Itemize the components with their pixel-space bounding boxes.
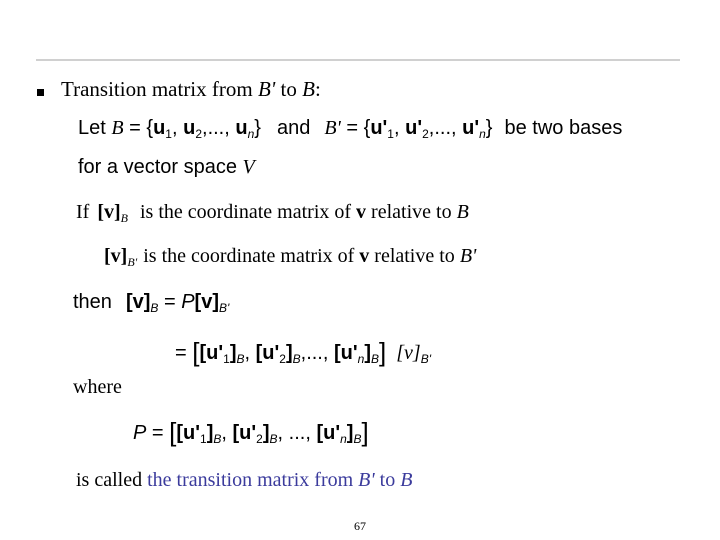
coordinate-matrix-Bprime-line: $[v]_{B'}$ is the coordinate matrix of v relative to B': [104, 245, 477, 269]
highlighted-term: the transition matrix from B' to B: [147, 469, 413, 491]
title-divider: [36, 59, 680, 61]
where-label: where: [73, 376, 122, 398]
expanded-equation: = [$[u'_1]_B$, $[u'_2]_B$,..., $[u'_n]_B$] $[v]_{B'}$: [175, 337, 431, 367]
bases-definition-line: Let $B = \{u_1$, $u_2$,..., $u_n$} and $B' = \{u'_1$, $u'_2$,..., $u'_n$} be two bases: [78, 117, 623, 141]
page-number: 67: [354, 519, 366, 533]
transition-matrix-caption: is called the transition matrix from B' to B: [76, 469, 413, 491]
section-heading: Transition matrix from B' to B:: [61, 77, 321, 101]
then-equation: then $[v]_B = P[v]_{B'}$: [73, 291, 230, 315]
bullet-square-icon: [37, 89, 44, 96]
coordinate-matrix-B-line: If $[v]_B$ is the coordinate matrix of v relative to B: [76, 201, 469, 225]
transition-matrix-definition: $P = [[u'_1]_B$, $[u'_2]_B$, ..., $[u'_n]_B$]: [133, 417, 369, 447]
vector-space-line: for a vector space V: [78, 156, 255, 178]
